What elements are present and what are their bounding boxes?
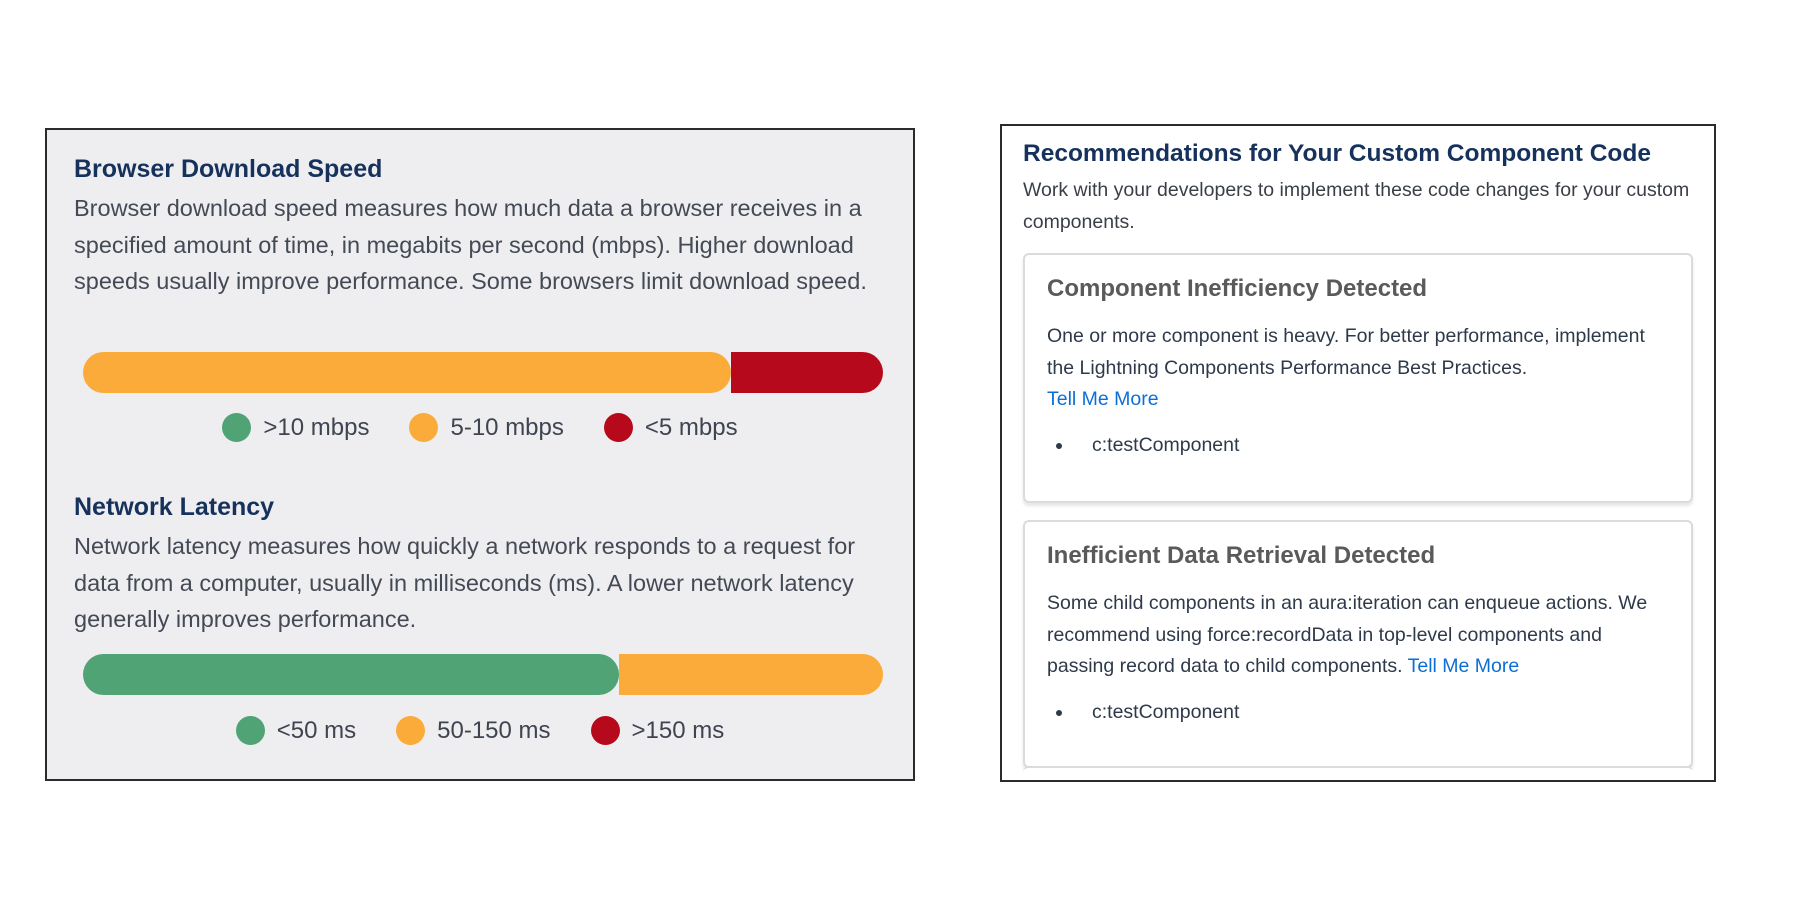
legend-item <box>236 716 356 745</box>
legend-dot-icon <box>409 413 438 442</box>
legend-label: >10 mbps <box>263 413 370 441</box>
card-body-text: One or more component is heavy. For better performance, implement the Lightning Components Performance Best Practices. <box>1047 325 1645 379</box>
legend-item <box>591 716 725 745</box>
download-speed-title: Browser Download Speed <box>74 155 383 183</box>
download-speed-section <box>74 154 886 300</box>
network-latency-meter-segment <box>83 654 619 695</box>
legend-item <box>409 413 563 442</box>
card-title: Component Inefficiency Detected <box>1047 275 1428 302</box>
list-item: • c:testComponent <box>1074 698 1669 726</box>
network-latency-meter <box>83 654 883 695</box>
tell-me-more-link[interactable]: Tell Me More <box>1407 655 1520 677</box>
recommendations-subtitle: Work with your developers to implement these code changes for your custom components. <box>1023 179 1690 233</box>
card-title: Inefficient Data Retrieval Detected <box>1047 542 1436 569</box>
download-speed-meter <box>83 352 883 393</box>
download-speed-meter-segment <box>83 352 731 393</box>
network-latency-section <box>74 492 886 638</box>
card-body <box>1047 588 1669 683</box>
list-item: • c:testComponent <box>1074 431 1669 459</box>
network-latency-legend <box>47 716 913 745</box>
card-body <box>1047 321 1669 416</box>
legend-label: 50-150 ms <box>437 716 551 744</box>
network-latency-title: Network Latency <box>74 493 275 521</box>
legend-item <box>222 413 369 442</box>
download-speed-description: Browser download speed measures how much data a browser receives in a specified amount of time, in megabits per second (mbps). Higher download speeds usually improve performance. Some browsers limit download speed. <box>74 195 867 294</box>
recommendations-title: Recommendations for Your Custom Component Code <box>1023 140 1651 167</box>
component-list <box>1047 431 1669 459</box>
network-latency-meter-segment <box>619 654 883 695</box>
recommendation-card <box>1023 253 1693 503</box>
legend-dot-icon <box>396 716 425 745</box>
legend-label: <5 mbps <box>644 413 738 441</box>
network-latency-description: Network latency measures how quickly a network responds to a request for data from a computer, usually in milliseconds (ms). A lower network latency generally improves performance. <box>74 533 856 632</box>
legend-item <box>396 716 550 745</box>
legend-item <box>604 413 738 442</box>
legend-dot-icon <box>222 413 251 442</box>
download-speed-meter-segment <box>731 352 883 393</box>
legend-dot-icon <box>604 413 633 442</box>
legend-label: >150 ms <box>631 716 725 744</box>
next-card-edge <box>1023 766 1693 782</box>
legend-label: 5-10 mbps <box>450 413 564 441</box>
component-list <box>1047 698 1669 726</box>
network-metrics-panel <box>45 128 915 781</box>
legend-dot-icon <box>236 716 265 745</box>
download-speed-legend <box>47 413 913 442</box>
card-body-text: Some child components in an aura:iteration can enqueue actions. We recommend using force:recordData in top-level components and passing record data to child components. <box>1047 592 1648 677</box>
legend-dot-icon <box>591 716 620 745</box>
legend-label: <50 ms <box>276 716 357 744</box>
recommendation-card <box>1023 520 1693 768</box>
recommendations-panel <box>1000 124 1716 782</box>
tell-me-more-link[interactable]: Tell Me More <box>1047 388 1159 410</box>
